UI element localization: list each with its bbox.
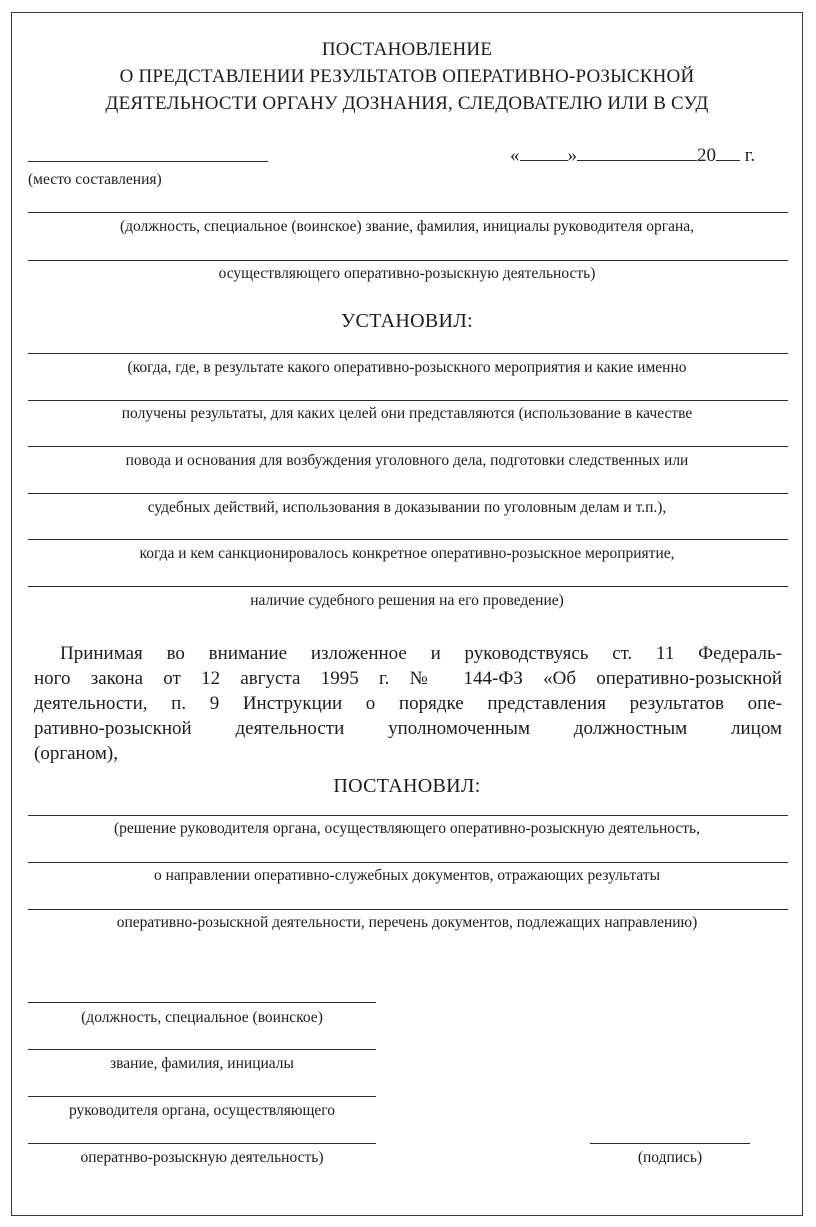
date-year-prefix: 20 [697, 145, 716, 166]
document-sheet [11, 12, 803, 1216]
officer-caption-1: (должность, специальное (воинское) звание, фамилия, инициалы руководителя органа, [119, 218, 695, 235]
signatory-caption-3: руководителя органа, осуществляющего [68, 1102, 336, 1119]
paragraph-line: деятельности, п. 9 Инструкции о порядке представления результатов опе- [34, 693, 782, 714]
signatory-line-1[interactable] [28, 1002, 376, 1003]
date-year-suffix: г. [744, 145, 756, 166]
established-caption-4: судебных действий, использования в доказывании по уголовным делам и т.п.), [147, 499, 667, 516]
officer-field-line-1[interactable] [28, 212, 788, 213]
date-open-quote: « [510, 145, 520, 166]
signatory-caption-4: оператнво-розыскную деятельность) [80, 1149, 324, 1166]
paragraph-line: (органом), [34, 743, 118, 764]
established-caption-6: наличие судебного решения на его проведение) [250, 592, 564, 609]
place-field-line[interactable] [28, 161, 268, 162]
established-caption-1: (когда, где, в результате какого оперативно-розыскного мероприятия и какие именно [127, 359, 687, 376]
established-line-3[interactable] [28, 446, 788, 447]
decided-line-1[interactable] [28, 815, 788, 816]
officer-field-line-2[interactable] [28, 260, 788, 261]
date-day-blank[interactable] [520, 146, 568, 161]
decided-caption-2: о направлении оперативно-служебных документов, отражающих результаты [153, 867, 661, 884]
decided-caption-3: оперативно-розыскной деятельности, перечень документов, подлежащих направлению) [116, 914, 698, 931]
signatory-line-4[interactable] [28, 1143, 376, 1144]
officer-caption-2: осуществляющего оперативно-розыскную деятельность) [218, 265, 596, 282]
date-close-quote: » [567, 145, 577, 166]
date-field [510, 145, 755, 167]
established-line-1[interactable] [28, 353, 788, 354]
document-title-line3: ДЕЯТЕЛЬНОСТИ ОРГАНУ ДОЗНАНИЯ, СЛЕДОВАТЕЛЮ ИЛИ В СУД [105, 93, 709, 114]
established-line-2[interactable] [28, 400, 788, 401]
decided-line-2[interactable] [28, 862, 788, 863]
decided-line-3[interactable] [28, 909, 788, 910]
date-month-blank[interactable] [577, 146, 697, 161]
established-line-5[interactable] [28, 539, 788, 540]
decided-heading: ПОСТАНОВИЛ: [333, 775, 481, 797]
established-caption-5: когда и кем санкционировалось конкретное оперативно-розыскное мероприятие, [139, 545, 675, 562]
signatory-line-2[interactable] [28, 1049, 376, 1050]
date-year-blank[interactable] [716, 146, 740, 161]
signature-line[interactable] [590, 1143, 750, 1144]
established-line-6[interactable] [28, 586, 788, 587]
decided-caption-1: (решение руководителя органа, осуществляющего оперативно-розыскную деятельность, [114, 820, 700, 837]
established-heading: УСТАНОВИЛ: [341, 310, 473, 332]
established-line-4[interactable] [28, 493, 788, 494]
established-caption-2: получены результаты, для каких целей они представляются (использование в качестве [121, 405, 693, 422]
signature-caption: (подпись) [637, 1149, 703, 1166]
legal-basis-paragraph [34, 641, 782, 766]
paragraph-line: ративно-розыскной деятельности уполномоченным должностным лицом [34, 718, 782, 739]
place-caption: (место составления) [28, 171, 162, 188]
paragraph-line: Принимая во внимание изложенное и руководствуясь ст. 11 Федераль- [60, 643, 782, 664]
document-title-line2: О ПРЕДСТАВЛЕНИИ РЕЗУЛЬТАТОВ ОПЕРАТИВНО-РОЗЫСКНОЙ [119, 66, 695, 87]
signatory-caption-2: звание, фамилия, инициалы [110, 1055, 294, 1072]
signatory-line-3[interactable] [28, 1096, 376, 1097]
established-caption-3: повода и основания для возбуждения уголовного дела, подготовки следственных или [125, 452, 689, 469]
signatory-caption-1: (должность, специальное (воинское) [81, 1009, 323, 1026]
paragraph-line: ного закона от 12 августа 1995 г. № 144-ФЗ «Об оперативно-розыскной [34, 668, 782, 689]
document-title-line1: ПОСТАНОВЛЕНИЕ [321, 39, 493, 60]
